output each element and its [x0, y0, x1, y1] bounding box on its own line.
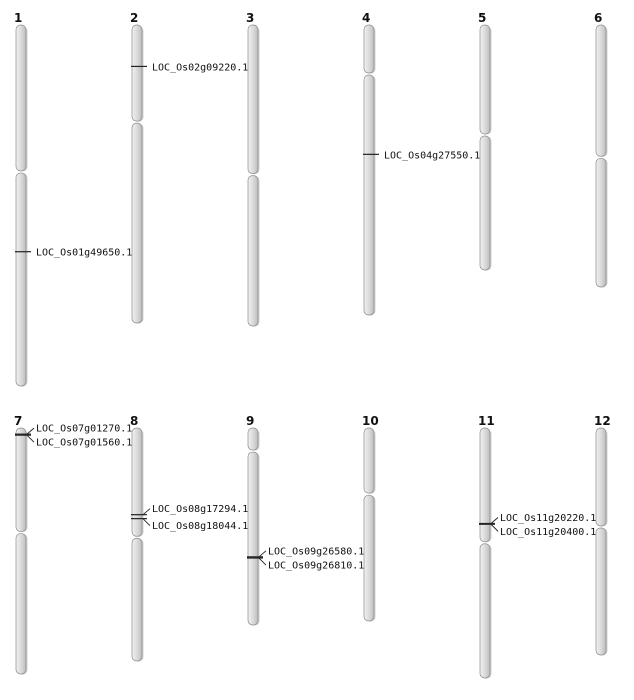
chromosome-9 — [246, 414, 364, 626]
chromosome-label: 11 — [478, 414, 495, 428]
short-arm — [596, 25, 606, 156]
chromosome-label: 3 — [246, 11, 255, 25]
long-arm — [364, 75, 374, 315]
gene-label: LOC_Os01g49650.1 — [36, 247, 133, 259]
gene-label: LOC_Os04g27550.1 — [384, 150, 481, 162]
gene-leader — [259, 551, 266, 557]
chromosome-7 — [14, 414, 132, 675]
short-arm — [132, 428, 142, 536]
long-arm — [480, 544, 490, 678]
chromosome-label: 1 — [14, 11, 23, 25]
short-arm — [248, 428, 258, 450]
gene-leader — [143, 509, 150, 515]
short-arm — [596, 428, 606, 526]
gene-leader — [27, 428, 34, 434]
chromosome-8 — [130, 414, 248, 662]
chromosome-1 — [14, 11, 132, 387]
chromosome-label: 2 — [130, 11, 139, 25]
gene-leader — [491, 524, 498, 531]
short-arm — [132, 25, 142, 121]
short-arm — [364, 25, 374, 73]
short-arm — [16, 428, 26, 532]
long-arm — [480, 136, 490, 270]
long-arm — [248, 176, 258, 326]
long-arm — [132, 123, 142, 323]
long-arm — [248, 452, 258, 625]
short-arm — [480, 25, 490, 134]
chromosome-6 — [594, 11, 608, 288]
long-arm — [16, 534, 26, 674]
long-arm — [596, 528, 606, 655]
gene-label: LOC_Os08g17294.1 — [152, 504, 249, 516]
short-arm — [248, 25, 258, 174]
chromosome-label: 10 — [362, 414, 379, 428]
gene-leader — [143, 519, 150, 526]
chromosome-2 — [130, 11, 248, 324]
chromosome-4 — [362, 11, 480, 316]
chromosome-label: 4 — [362, 11, 371, 25]
chromosome-11 — [478, 414, 596, 679]
chromosome-3 — [246, 11, 260, 327]
chromosome-label: 7 — [14, 414, 23, 428]
long-arm — [596, 158, 606, 287]
short-arm — [16, 25, 26, 171]
chromosome-label: 9 — [246, 414, 255, 428]
chromosome-label: 5 — [478, 11, 487, 25]
gene-label: LOC_Os09g26580.1 — [268, 546, 365, 558]
gene-label: LOC_Os11g20400.1 — [500, 526, 597, 538]
gene-leader — [491, 518, 498, 524]
gene-label: LOC_Os02g09220.1 — [152, 62, 249, 74]
chromosome-label: 12 — [594, 414, 611, 428]
gene-label: LOC_Os07g01560.1 — [36, 437, 133, 449]
chromosome-5 — [478, 11, 492, 271]
gene-label: LOC_Os11g20220.1 — [500, 513, 597, 524]
short-arm — [364, 428, 374, 493]
gene-leader — [27, 435, 34, 442]
chromosome-12 — [594, 414, 611, 656]
long-arm — [364, 495, 374, 621]
long-arm — [132, 538, 142, 661]
gene-label: LOC_Os09g26810.1 — [268, 560, 365, 572]
gene-label: LOC_Os08g18044.1 — [152, 521, 249, 533]
chromosome-label: 6 — [594, 11, 603, 25]
chromosome-10 — [362, 414, 379, 622]
long-arm — [16, 173, 26, 386]
gene-leader — [259, 558, 266, 565]
chromosome-label: 8 — [130, 414, 139, 428]
gene-label: LOC_Os07g01270.1 — [36, 423, 133, 435]
